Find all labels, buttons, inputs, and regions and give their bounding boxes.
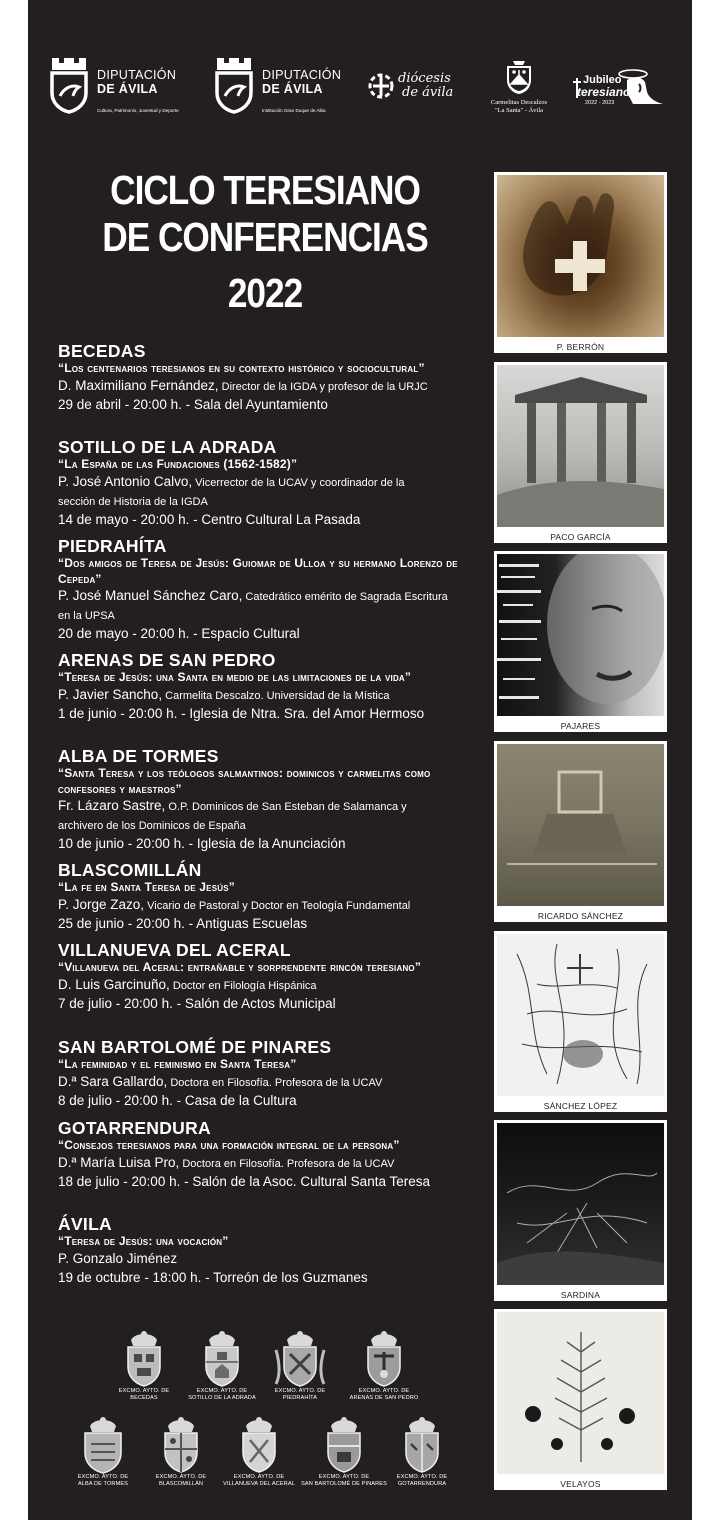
municipal-crest-icon bbox=[365, 1330, 403, 1388]
title-line-1: CICLO TERESIANO bbox=[110, 167, 420, 213]
event-talk: “Villanueva del Aceral: entrañable y sorprendente rincón teresiano” bbox=[58, 960, 422, 974]
event-town: ARENAS DE SAN PEDRO bbox=[58, 650, 276, 670]
artwork-berron bbox=[494, 172, 667, 353]
crest-caption-line2: GOTARRENDURA bbox=[397, 1480, 447, 1487]
event-piedrahita bbox=[58, 537, 488, 642]
jubileo-years: 2022 - 2023 bbox=[585, 100, 615, 106]
artwork-caption: SARDINA bbox=[560, 1290, 601, 1300]
municipal-crest-icon bbox=[325, 1416, 363, 1474]
event-when: 14 de mayo - 20:00 h. - Centro Cultural La Pasada bbox=[58, 511, 361, 527]
event-town: SOTILLO DE LA ADRADA bbox=[58, 437, 277, 457]
event-when: 8 de julio - 20:00 h. - Casa de la Cultura bbox=[58, 1092, 297, 1108]
artwork-caption: VELAYOS bbox=[560, 1479, 601, 1489]
event-town: GOTARRENDURA bbox=[58, 1118, 211, 1138]
crest-caption-line2: ALBA DE TORMES bbox=[77, 1480, 128, 1487]
crest-caption-line2: ARENAS DE SAN PEDRO bbox=[349, 1394, 419, 1401]
crest-caption-line1: EXCMO. AYTO. DE bbox=[77, 1474, 129, 1480]
event-talk: “La España de las Fundaciones (1562-1582)” bbox=[58, 457, 298, 471]
crest-caption-line2: SOTILLO DE LA ADRADA bbox=[188, 1394, 256, 1401]
crest-villanueva bbox=[213, 1416, 305, 1487]
event-when: 20 de mayo - 20:00 h. - Espacio Cultural bbox=[58, 626, 300, 641]
artwork-sardina bbox=[494, 1120, 667, 1301]
crest-caption-line1: EXCMO. AYTO. DE bbox=[396, 1474, 448, 1480]
artwork-image bbox=[497, 365, 664, 527]
municipal-crest-icon bbox=[125, 1330, 163, 1388]
municipal-crest-icon bbox=[203, 1330, 241, 1388]
crest-caption-line1: EXCMO. AYTO. DE bbox=[196, 1388, 248, 1394]
carmelitas-line2: "La Santa" - Ávila bbox=[494, 106, 544, 114]
municipal-crest-icon bbox=[162, 1416, 200, 1474]
event-speaker: D.ª Sara Gallardo, Doctora en Filosofía. Profesora de la UCAV bbox=[58, 1073, 383, 1089]
event-speaker: P. José Manuel Sánchez Caro, Catedrático emérito de Sagrada Escritura en la UPSA bbox=[58, 588, 448, 622]
municipal-crest-icon bbox=[240, 1416, 278, 1474]
artwork-paco-garcia bbox=[494, 362, 667, 543]
event-town: ÁVILA bbox=[58, 1214, 112, 1234]
event-town: BECEDAS bbox=[58, 341, 146, 361]
event-speaker: D. Luis Garcinuño, Doctor en Filología Hispánica bbox=[58, 976, 317, 992]
crest-caption-line2: VILLANUEVA DEL ACERAL bbox=[223, 1480, 295, 1487]
crest-caption-line2: SAN BARTOLOMÉ DE PINARES bbox=[301, 1480, 387, 1487]
diputacion-1-line1: DIPUTACIÓN bbox=[97, 68, 177, 82]
artwork-velayos bbox=[494, 1309, 667, 1490]
event-when: 19 de octubre - 18:00 h. - Torreón de los Guzmanes bbox=[58, 1269, 368, 1285]
diocesis-line1: diócesis bbox=[398, 71, 451, 86]
event-town: VILLANUEVA DEL ACERAL bbox=[58, 940, 291, 960]
event-talk: “La fe en Santa Teresa de Jesús” bbox=[58, 880, 235, 894]
crest-caption-line2: PIEDRAHÍTA bbox=[282, 1394, 318, 1401]
carmelitas-line1: Carmelitas Descalzos bbox=[490, 99, 548, 106]
diputacion-1-sub: Cultura, Patrimonio, Juventud y Deporte bbox=[97, 108, 179, 113]
event-sotillo bbox=[58, 438, 488, 528]
event-gotarrendura bbox=[58, 1119, 488, 1190]
event-town: BLASCOMILLÁN bbox=[58, 860, 202, 880]
event-speaker: D.ª María Luisa Pro, Doctora en Filosofía. Profesora de la UCAV bbox=[58, 1154, 395, 1170]
municipal-crest-icon bbox=[82, 1416, 124, 1474]
diocesis-line2: de ávila bbox=[402, 85, 454, 100]
event-speaker: Fr. Lázaro Sastre, O.P. Dominicos de San Esteban de Salamanca y archivero de los Dominicos de España bbox=[58, 798, 407, 832]
event-speaker: P. José Antonio Calvo, Vicerrector de la UCAV y coordinador de la sección de Historia de la IGDA bbox=[58, 473, 405, 508]
municipal-crest-icon bbox=[274, 1330, 326, 1388]
diputacion-2-line1: DIPUTACIÓN bbox=[262, 68, 342, 82]
artwork-image bbox=[497, 934, 664, 1096]
event-talk: “Teresa de Jesús: una vocación” bbox=[58, 1234, 229, 1248]
event-speaker: P. Gonzalo Jiménez bbox=[58, 1250, 178, 1266]
event-speaker: D. Maximiliano Fernández, Director de la IGDA y profesor de la URJC bbox=[58, 377, 428, 393]
crest-caption-line1: EXCMO. AYTO. DE bbox=[155, 1474, 207, 1480]
event-san-bartolome bbox=[58, 1038, 488, 1109]
event-blascomillan bbox=[58, 861, 488, 932]
artwork-caption: RICARDO SÁNCHEZ bbox=[537, 911, 624, 921]
crest-piedrahita bbox=[254, 1330, 346, 1401]
event-villanueva bbox=[58, 941, 488, 1012]
crest-caption-line1: EXCMO. AYTO. DE bbox=[358, 1388, 410, 1394]
event-avila bbox=[58, 1215, 488, 1286]
artwork-caption: PAJARES bbox=[560, 721, 601, 731]
artwork-caption: P. BERRÓN bbox=[556, 342, 605, 352]
event-becedas bbox=[58, 342, 488, 413]
carmelite-shield-icon bbox=[503, 58, 535, 96]
jubileo-line2: teresiano bbox=[577, 85, 631, 99]
event-talk: “Los centenarios teresianos en su contexto histórico y sociocultural” bbox=[58, 361, 425, 375]
event-arenas bbox=[58, 651, 488, 722]
artwork-ricardo-sanchez bbox=[494, 741, 667, 922]
artwork-image bbox=[497, 1312, 664, 1474]
diputacion-1-line2: DE ÁVILA bbox=[97, 82, 158, 96]
poster bbox=[28, 0, 692, 1520]
diputacion-2-sub: Institución Gran Duque de Alba bbox=[262, 108, 326, 113]
event-speaker: P. Javier Sancho, Carmelita Descalzo. Universidad de la Mística bbox=[58, 686, 390, 702]
event-talk: “Dos amigos de Teresa de Jesús: Guiomar de Ulloa y su hermano Lorenzo de Cepeda” bbox=[58, 556, 458, 586]
event-town: PIEDRAHÍTA bbox=[58, 536, 167, 556]
municipal-crest-icon bbox=[403, 1416, 441, 1474]
diputacion-2-line2: DE ÁVILA bbox=[262, 82, 323, 96]
artwork-image bbox=[497, 1123, 664, 1285]
event-talk: “Teresa de Jesús: una Santa en medio de las limitaciones de la vida” bbox=[58, 670, 412, 684]
event-when: 25 de junio - 20:00 h. - Antiguas Escuelas bbox=[58, 915, 308, 931]
event-town: SAN BARTOLOMÉ DE PINARES bbox=[58, 1037, 332, 1057]
crest-caption-line2: BECEDAS bbox=[130, 1394, 158, 1401]
diputacion-shield-icon bbox=[50, 56, 88, 114]
event-when: 18 de julio - 20:00 h. - Salón de la Asoc. Cultural Santa Teresa bbox=[58, 1173, 430, 1189]
event-town: ALBA DE TORMES bbox=[58, 746, 219, 766]
event-alba bbox=[58, 747, 488, 852]
artwork-image bbox=[497, 554, 664, 716]
crest-gotarrendura bbox=[376, 1416, 468, 1487]
artwork-sanchez-lopez bbox=[494, 931, 667, 1112]
diocesis-cross-icon bbox=[368, 70, 394, 102]
event-when: 7 de julio - 20:00 h. - Salón de Actos Municipal bbox=[58, 995, 336, 1011]
title-line-3: 2022 bbox=[227, 270, 303, 316]
event-talk: “Santa Teresa y los teólogos salmantinos: dominicos y carmelitas como confesores y maestros” bbox=[58, 766, 431, 796]
artwork-pajares bbox=[494, 551, 667, 732]
crest-caption-line1: EXCMO. AYTO. DE bbox=[274, 1388, 326, 1394]
jubileo-line1: Jubileo bbox=[583, 74, 622, 86]
diputacion-shield-icon bbox=[215, 56, 253, 114]
artwork-image bbox=[497, 744, 664, 906]
artwork-caption: PACO GARCÍA bbox=[550, 532, 611, 542]
crest-caption-line1: EXCMO. AYTO. DE bbox=[318, 1474, 370, 1480]
event-when: 10 de junio - 20:00 h. - Iglesia de la Anunciación bbox=[58, 836, 346, 851]
crest-caption-line1: EXCMO. AYTO. DE bbox=[118, 1388, 170, 1394]
crest-arenas bbox=[338, 1330, 430, 1401]
crest-caption-line2: BLASCOMILLÁN bbox=[158, 1480, 204, 1487]
title-line-2: DE CONFERENCIAS bbox=[102, 214, 428, 260]
event-talk: “La feminidad y el feminismo en Santa Teresa” bbox=[58, 1057, 297, 1071]
artwork-caption: SÁNCHEZ LÓPEZ bbox=[543, 1101, 618, 1111]
event-when: 1 de junio - 20:00 h. - Iglesia de Ntra. Sra. del Amor Hermoso bbox=[58, 705, 425, 721]
event-when: 29 de abril - 20:00 h. - Sala del Ayuntamiento bbox=[58, 396, 328, 412]
artwork-image bbox=[497, 175, 664, 337]
crest-caption-line1: EXCMO. AYTO. DE bbox=[233, 1474, 285, 1480]
event-speaker: P. Jorge Zazo, Vicario de Pastoral y Doctor en Teología Fundamental bbox=[58, 896, 411, 912]
event-talk: “Consejos teresianos para una formación integral de la persona” bbox=[58, 1138, 400, 1152]
